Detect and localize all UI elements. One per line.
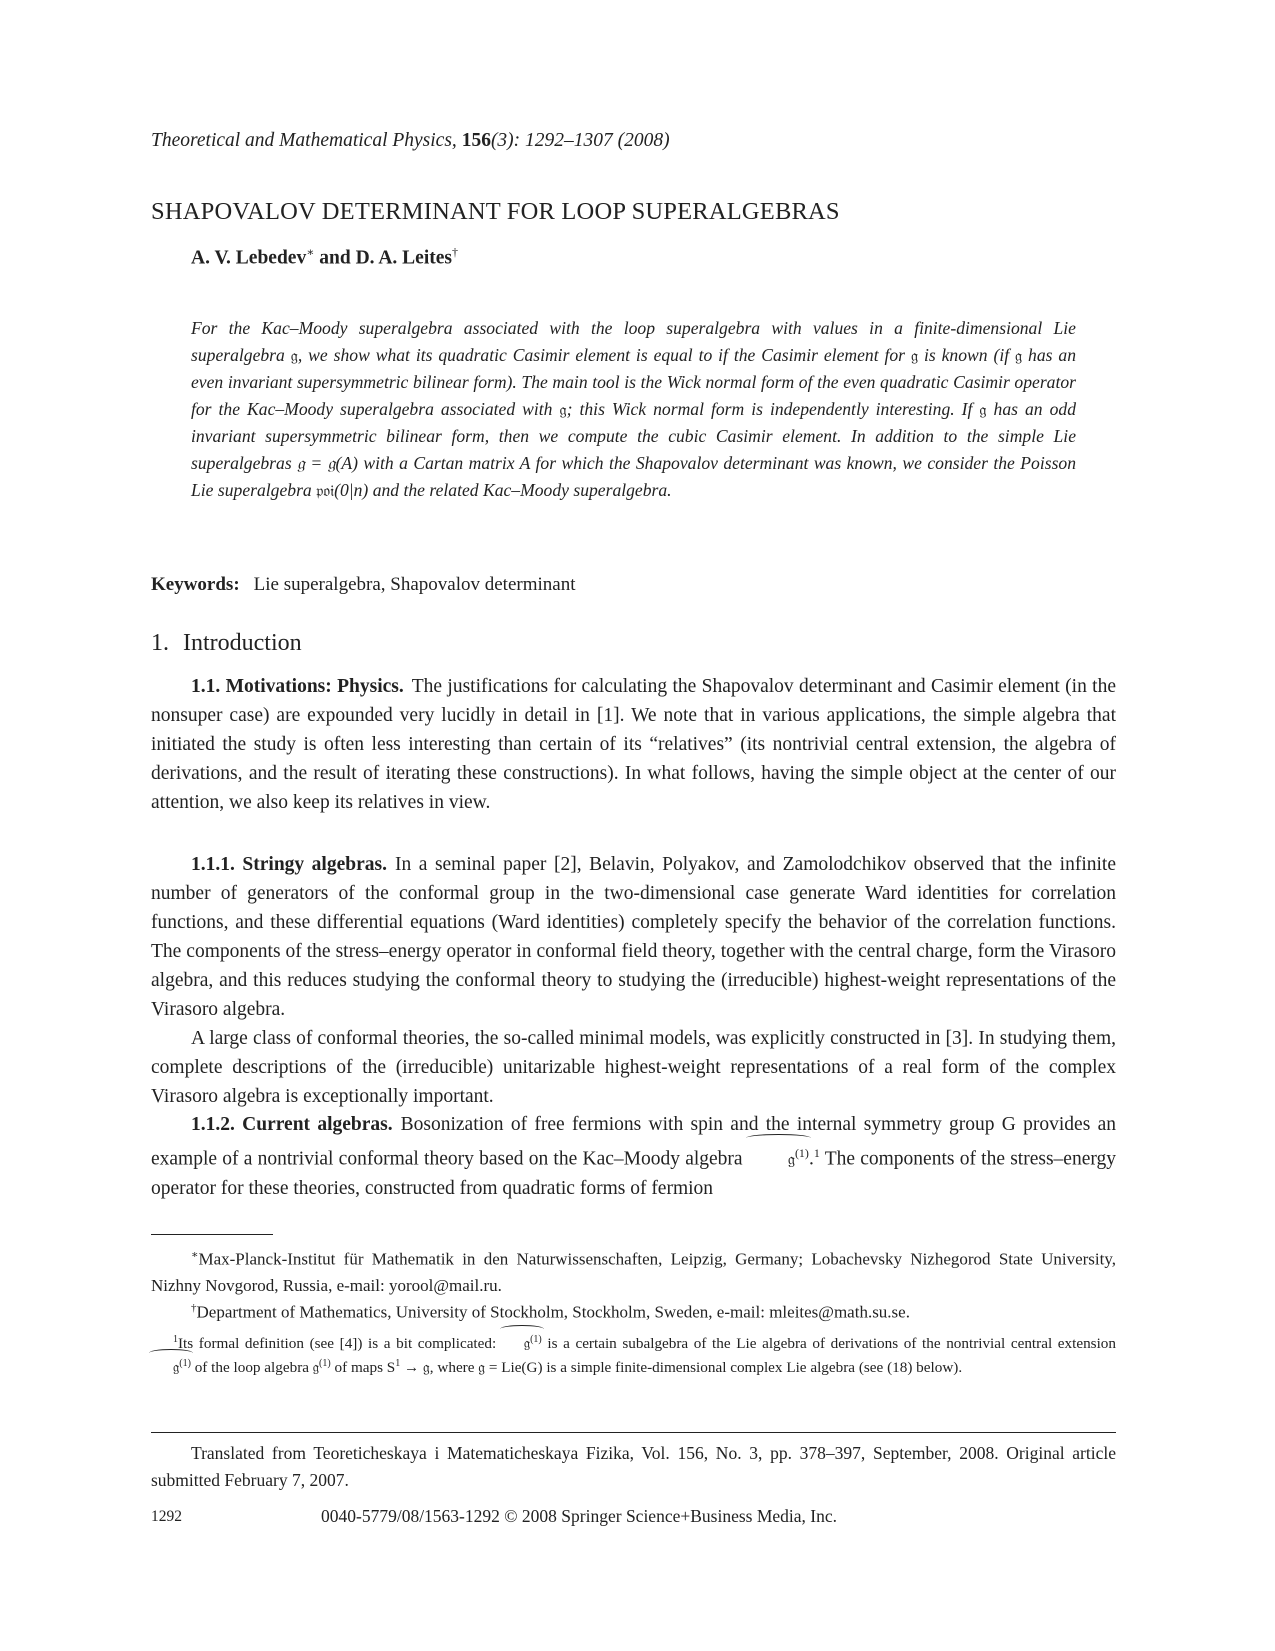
paragraph-heading: 1.1.2. Current algebras. [191, 1114, 393, 1135]
abstract: For the Kac–Moody superalgebra associated with the loop superalgebra with values in a finite-dimensional Lie superalgebra 𝔤, we show what its quadratic Casimir element is equal to if the Casimir element for 𝔤 is known (if 𝔤 has an even invariant supersymmetric bilinear form). The main tool is the Wick normal form of the even quadratic Casimir operator for the Kac–Moody superalgebra associated with 𝔤; this Wick normal form is independently interesting. If 𝔤 has an odd invariant supersymmetric bilinear form, then we compute the cubic Casimir element. In addition to the simple Lie superalgebras 𝔤 = 𝔤(A) with a Cartan matrix A for which the Shapovalov determinant was known, we consider the Poisson Lie superalgebra 𝔭𝔬𝔦(0|n) and the related Kac–Moody superalgebra. [191, 318, 1077, 500]
page-number: 1292 [151, 1508, 182, 1525]
journal-volume: 156 [461, 130, 491, 151]
journal-header [151, 130, 670, 152]
paper-title: SHAPOVALOV DETERMINANT FOR LOOP SUPERALGEBRAS [151, 198, 840, 225]
paragraph-heading: 1.1.1. Stringy algebras. [191, 854, 387, 875]
footnote-1: $^1$Its formal definition (see [4]) is a bit complicated: 𝔤$^{(1)}$ is a certain subalgebra of the Lie algebra of derivations of the nontrivial central extension 𝔤$^{(1)}$ of the loop algebra 𝔤$^{(1)}$ of maps $S^1$ → 𝔤, where 𝔤 = Lie(G) is a simple finite-dimensional complex Lie algebra (see (18) below). [151, 1330, 1116, 1378]
translation-rule [151, 1432, 1116, 1433]
author-lebedev: A. V. Lebedev [191, 247, 307, 269]
paragraph-current-algebras: 1.1.2. Current algebras. Bosonization of free fermions with spin and the internal symmetry group G provides an example of a nontrivial conformal theory based on the Kac–Moody algebra 𝔤$^{(1)}$.$^1$ The components of the stress–energy operator for these theories, constructed from quadratic forms of fermion [151, 1114, 1116, 1199]
affine-algebra-symbol: 𝔤$^{(1)}$ [748, 1139, 809, 1174]
section-title: Introduction [183, 630, 302, 656]
paragraph-minimal-models: A large class of conformal theories, the so-called minimal models, was explicitly constructed in [3]. In studying them, complete descriptions of the (irreducible) unitarizable highest-weight representations of a real form of the complex Virasoro algebra is exceptionally important. [151, 1028, 1116, 1107]
paragraph-stringy-algebras: 1.1.1. Stringy algebras. In a seminal paper [2], Belavin, Polyakov, and Zamolodchikov observed that the infinite number of generators of the conformal group in the two-dimensional case generate Ward identities for correlation functions, and these differential equations (Ward identities) completely specify the behavior of the correlation functions. The components of the stress–energy operator in conformal field theory, together with the central charge, form the Virasoro algebra, and this reduces studying the conformal theory to studying the (irreducible) highest-weight representations of the Virasoro algebra. [151, 854, 1116, 1020]
author-leites: D. A. Leites [355, 247, 452, 269]
keywords-text: Lie superalgebra, Shapovalov determinant [253, 574, 576, 595]
footnote-rule [151, 1234, 273, 1235]
journal-issue-pages: (3): 1292–1307 (2008) [490, 130, 670, 151]
author-and: and [319, 247, 351, 269]
keywords [151, 574, 576, 596]
paragraph-motivations: 1.1. Motivations: Physics. The justifications for calculating the Shapovalov determinant and Casimir element (in the nonsuper case) are expounded very lucidly in detail in [1]. We note that in various applications, the simple algebra that initiated the study is often less interesting than certain of its “relatives” (its nontrivial central extension, the algebra of derivations, and the result of iterating these constructions). In what follows, having the simple object at the center of our attention, we also keep its relatives in view. [151, 676, 1116, 813]
author-mark-1: ∗ [306, 245, 315, 259]
translation-note: Translated from Teoreticheskaya i Matematicheskaya Fizika, Vol. 156, No. 3, pp. 378–397, September, 2008. Original article submitted February 7, 2007. [151, 1443, 1116, 1490]
paragraph-heading: 1.1. Motivations: Physics. [191, 676, 404, 697]
footnote-marker: 1 [813, 1146, 820, 1160]
keywords-label: Keywords: [151, 574, 240, 595]
footnote-affiliation-1: ∗Max-Planck-Institut für Mathematik in den Naturwissenschaften, Leipzig, Germany; Lobachevsky Nizhegorod State University, Nizhny Novgorod, Russia, e-mail: yorool@mail.ru. [151, 1249, 1116, 1295]
author-mark-2: † [451, 245, 458, 259]
section-heading [151, 630, 316, 657]
section-number: 1. [151, 630, 169, 656]
copyright-line: 0040-5779/08/1563-1292 © 2008 Springer Science+Business Media, Inc. [321, 1506, 838, 1526]
footnote-affiliation-2: †Department of Mathematics, University of Stockholm, Stockholm, Sweden, e-mail: mleites@math.su.se. [191, 1302, 910, 1322]
journal-name: Theoretical and Mathematical Physics, [151, 130, 457, 151]
author-line [191, 245, 458, 270]
